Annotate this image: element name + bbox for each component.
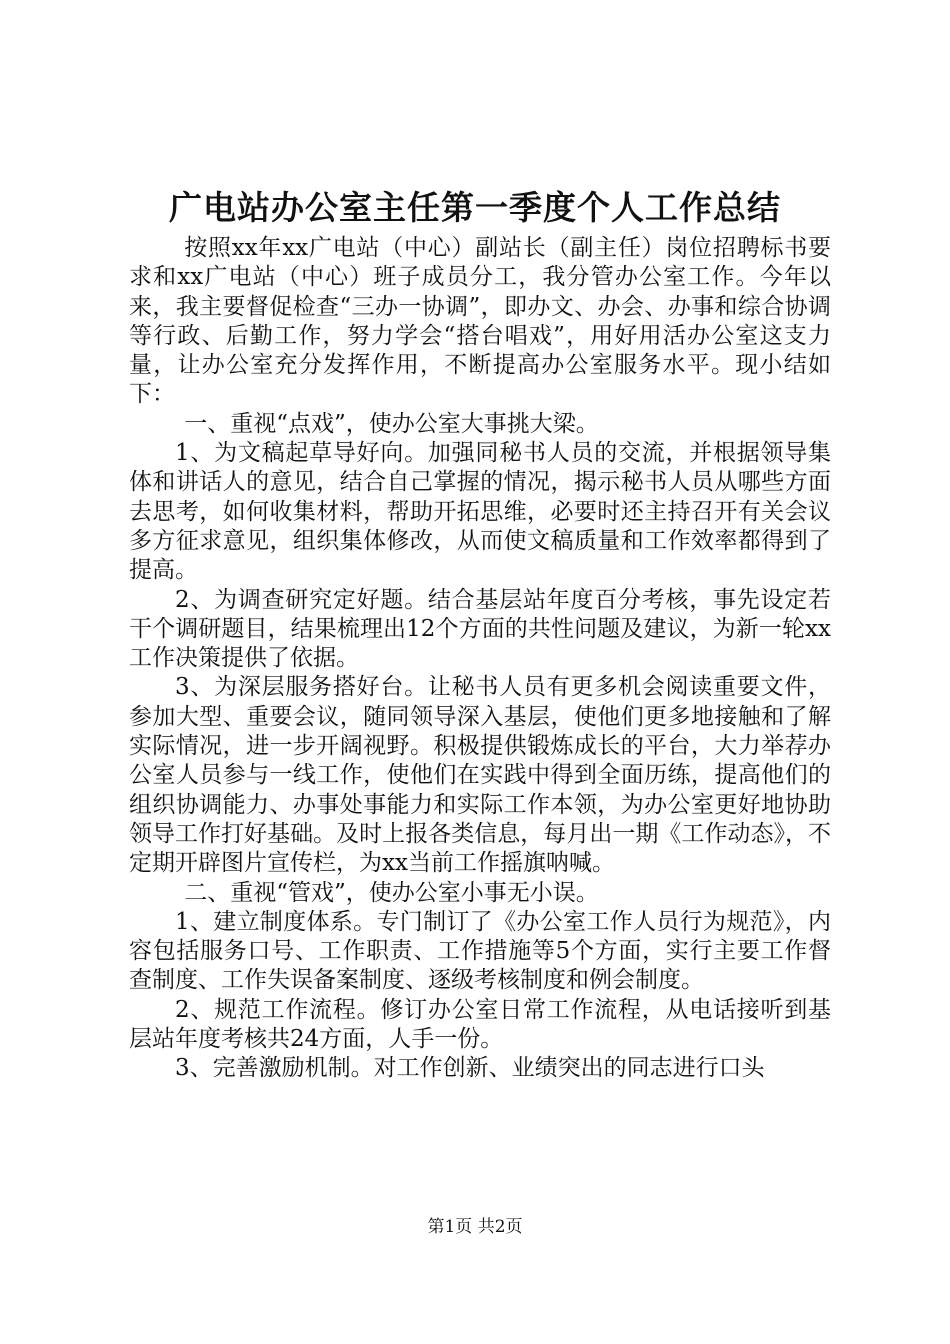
section-heading-2: 二、重视“管戏”，使办公室小事无小误。 [184,879,599,906]
body-paragraph: 1、建立制度体系。专门制订了《办公室工作人员行为规范》，内容包括服务口号、工作职责、工作措施等5个方面，实行主要工作督查制度、工作失误备案制度、逐级考核制度和例会制度。 [129,908,831,994]
body-paragraph: 3、完善激励机制。对工作创新、业绩突出的同志进行口头 [175,1055,765,1082]
body-paragraph: 1、为文稿起草导好向。加强同秘书人员的交流，并根据领导集体和讲话人的意见，结合自己掌握的情况，揭示秘书人员从哪些方面去思考，如何收集材料，帮助开拓思维，必要时还主持召开有关会议多方征求意见，组织集体修改，从而使文稿质量和工作效率都得到了提高。 [129,440,831,584]
section-heading-1: 一、重视“点戏”，使办公室大事挑大梁。 [184,410,599,437]
intro-paragraph: 按照xx年xx广电站（中心）副站长（副主任）岗位招聘标书要求和xx广电站（中心）班子成员分工，我分管办公室工作。今年以来，我主要督促检查“三办一协调”，即办文、办会、办事和综合协调等行政、后勤工作，努力学会“搭台唱戏”，用好用活办公室这支力量，让办公室充分发挥作用，不断提高办公室服务水平。现小结如下： [129,235,831,408]
document-title: 广电站办公室主任第一季度个人工作总结 [169,188,781,227]
page-number-footer: 第1页 共2页 [427,1217,523,1237]
body-paragraph: 2、为调查研究定好题。结合基层站年度百分考核，事先设定若干个调研题目，结果梳理出12个方面的共性问题及建议，为新一轮xx工作决策提供了依据。 [129,586,831,672]
document-body [129,234,831,1084]
body-paragraph: 3、为深层服务搭好台。让秘书人员有更多机会阅读重要文件，参加大型、重要会议，随同领导深入基层，使他们更多地接触和了解实际情况，进一步开阔视野。积极提供锻炼成长的平台，大力举荐办公室人员参与一线工作，使他们在实践中得到全面历练，提高他们的组织协调能力、办事处事能力和实际工作本领，为办公室更好地协助领导工作打好基础。及时上报各类信息，每月出一期《工作动态》，不定期开辟图片宣传栏，为xx当前工作摇旗呐喊。 [129,674,831,877]
body-paragraph: 2、规范工作流程。修订办公室日常工作流程，从电话接听到基层站年度考核共24方面，人手一份。 [129,996,831,1053]
